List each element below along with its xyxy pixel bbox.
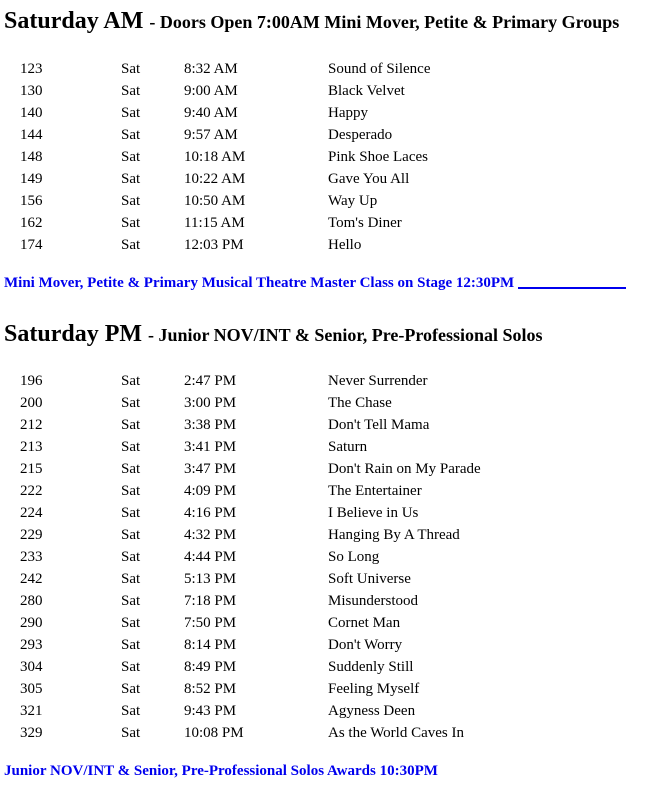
entry-number: 200 — [20, 395, 43, 411]
schedule-row — [0, 212, 664, 234]
entry-title: I Believe in Us — [328, 505, 419, 521]
entry-day: Sat — [121, 725, 141, 741]
schedule-row — [0, 146, 664, 168]
entry-time: 10:22 AM — [184, 171, 246, 187]
entry-day: Sat — [121, 703, 141, 719]
entry-time: 9:57 AM — [184, 127, 238, 143]
section-heading-pm — [4, 321, 543, 348]
schedule-row — [0, 458, 664, 480]
entry-number: 140 — [20, 105, 43, 121]
entry-day: Sat — [121, 215, 141, 231]
entry-time: 11:15 AM — [184, 215, 245, 231]
entry-day: Sat — [121, 127, 141, 143]
entry-title: Hanging By A Thread — [328, 527, 460, 543]
entry-title: Suddenly Still — [328, 659, 414, 675]
entry-day: Sat — [121, 83, 141, 99]
entry-time: 9:00 AM — [184, 83, 238, 99]
entry-time: 4:16 PM — [184, 505, 237, 521]
schedule-row — [0, 436, 664, 458]
entry-title: Black Velvet — [328, 83, 405, 99]
entry-number: 213 — [20, 439, 43, 455]
schedule-row — [0, 656, 664, 678]
entry-title: As the World Caves In — [328, 725, 464, 741]
schedule-row — [0, 546, 664, 568]
entry-title: The Entertainer — [328, 483, 422, 499]
schedule-row — [0, 568, 664, 590]
entry-time: 3:38 PM — [184, 417, 237, 433]
entry-day: Sat — [121, 61, 141, 77]
entry-time: 3:41 PM — [184, 439, 237, 455]
entry-title: Never Surrender — [328, 373, 428, 389]
entry-time: 9:43 PM — [184, 703, 237, 719]
entry-day: Sat — [121, 149, 141, 165]
entry-number: 144 — [20, 127, 43, 143]
entry-time: 7:18 PM — [184, 593, 237, 609]
entry-title: Cornet Man — [328, 615, 401, 631]
entry-day: Sat — [121, 571, 141, 587]
master-class-note-text: Mini Mover, Petite & Primary Musical Theatre Master Class on Stage 12:30PM — [4, 275, 515, 291]
schedule-row — [0, 124, 664, 146]
entry-number: 174 — [20, 237, 43, 253]
entry-day: Sat — [121, 105, 141, 121]
entry-number: 222 — [20, 483, 43, 499]
schedule-row — [0, 168, 664, 190]
entry-day: Sat — [121, 417, 141, 433]
entry-time: 7:50 PM — [184, 615, 237, 631]
master-class-note — [4, 272, 626, 294]
awards-note-text: Junior NOV/INT & Senior, Pre-Professional Solos Awards 10:30PM — [4, 763, 438, 779]
schedule-row — [0, 234, 664, 256]
entry-day: Sat — [121, 373, 141, 389]
entry-number: 196 — [20, 373, 43, 389]
entry-title: Saturn — [328, 439, 368, 455]
entry-number: 149 — [20, 171, 43, 187]
entry-time: 10:50 AM — [184, 193, 246, 209]
entry-number: 305 — [20, 681, 43, 697]
entry-number: 280 — [20, 593, 43, 609]
entry-time: 8:49 PM — [184, 659, 237, 675]
entry-title: Don't Tell Mama — [328, 417, 430, 433]
entry-number: 156 — [20, 193, 43, 209]
schedule-row — [0, 678, 664, 700]
section-subtitle-am: - Doors Open 7:00AM Mini Mover, Petite & Primary Groups — [149, 12, 620, 32]
schedule-row — [0, 524, 664, 546]
entry-title: Desperado — [328, 127, 393, 143]
schedule-row — [0, 392, 664, 414]
schedule-row — [0, 480, 664, 502]
entry-time: 12:03 PM — [184, 237, 244, 253]
entry-day: Sat — [121, 395, 141, 411]
entry-time: 4:32 PM — [184, 527, 237, 543]
entry-title: Agyness Deen — [328, 703, 416, 719]
entry-day: Sat — [121, 483, 141, 499]
schedule-row — [0, 722, 664, 744]
entry-number: 215 — [20, 461, 43, 477]
entry-number: 130 — [20, 83, 43, 99]
entry-day: Sat — [121, 193, 141, 209]
entry-time: 10:18 AM — [184, 149, 246, 165]
entry-title: Pink Shoe Laces — [328, 149, 428, 165]
schedule-row — [0, 414, 664, 436]
schedule-row — [0, 370, 664, 392]
entry-day: Sat — [121, 171, 141, 187]
section-title-pm: Saturday PM — [4, 321, 142, 347]
entry-time: 10:08 PM — [184, 725, 244, 741]
section-subtitle-pm: - Junior NOV/INT & Senior, Pre-Professional Solos — [148, 325, 543, 345]
entry-title: Don't Rain on My Parade — [328, 461, 481, 477]
schedule-row — [0, 102, 664, 124]
entry-time: 2:47 PM — [184, 373, 237, 389]
entry-time: 4:44 PM — [184, 549, 237, 565]
entry-title: The Chase — [328, 395, 392, 411]
entry-time: 8:14 PM — [184, 637, 237, 653]
schedule-row — [0, 612, 664, 634]
entry-number: 148 — [20, 149, 43, 165]
schedule-row — [0, 80, 664, 102]
schedule-row — [0, 190, 664, 212]
entry-time: 9:40 AM — [184, 105, 238, 121]
entry-day: Sat — [121, 237, 141, 253]
entry-title: Hello — [328, 237, 362, 253]
entry-day: Sat — [121, 527, 141, 543]
entry-number: 329 — [20, 725, 43, 741]
entry-time: 3:47 PM — [184, 461, 237, 477]
entry-title: Don't Worry — [328, 637, 403, 653]
entry-time: 8:32 AM — [184, 61, 238, 77]
entry-title: Tom's Diner — [328, 215, 402, 231]
note-underline — [518, 287, 626, 289]
entry-time: 5:13 PM — [184, 571, 237, 587]
entry-day: Sat — [121, 505, 141, 521]
entry-title: Misunderstood — [328, 593, 418, 609]
entry-day: Sat — [121, 439, 141, 455]
schedule-row — [0, 58, 664, 80]
entry-number: 224 — [20, 505, 43, 521]
entry-number: 290 — [20, 615, 43, 631]
schedule-row — [0, 502, 664, 524]
entry-day: Sat — [121, 615, 141, 631]
entry-number: 162 — [20, 215, 43, 231]
entry-title: Happy — [328, 105, 368, 121]
entry-number: 293 — [20, 637, 43, 653]
entry-number: 229 — [20, 527, 43, 543]
entry-number: 242 — [20, 571, 43, 587]
entry-day: Sat — [121, 659, 141, 675]
entry-day: Sat — [121, 461, 141, 477]
entry-day: Sat — [121, 681, 141, 697]
entry-day: Sat — [121, 637, 141, 653]
entry-day: Sat — [121, 549, 141, 565]
entry-title: Soft Universe — [328, 571, 411, 587]
schedule-row — [0, 634, 664, 656]
entry-number: 212 — [20, 417, 43, 433]
entry-number: 233 — [20, 549, 43, 565]
schedule-row — [0, 590, 664, 612]
entry-title: Sound of Silence — [328, 61, 431, 77]
entry-number: 304 — [20, 659, 43, 675]
section-title-am: Saturday AM — [4, 8, 144, 34]
entry-time: 3:00 PM — [184, 395, 237, 411]
entry-title: Way Up — [328, 193, 378, 209]
section-heading-am — [4, 8, 619, 35]
entry-number: 321 — [20, 703, 43, 719]
schedule-row — [0, 700, 664, 722]
entry-title: Feeling Myself — [328, 681, 420, 697]
entry-day: Sat — [121, 593, 141, 609]
entry-time: 4:09 PM — [184, 483, 237, 499]
entry-title: Gave You All — [328, 171, 410, 187]
entry-time: 8:52 PM — [184, 681, 237, 697]
entry-number: 123 — [20, 61, 43, 77]
awards-note — [4, 760, 438, 782]
entry-title: So Long — [328, 549, 380, 565]
